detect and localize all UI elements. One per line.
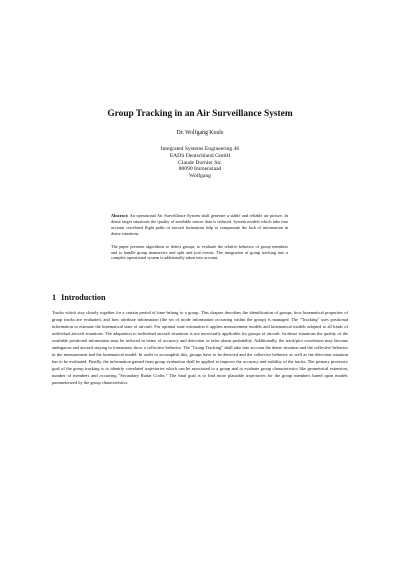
paper-title: Group Tracking in an Air Surveillance System (107, 109, 293, 119)
affiliation-line: Integrated Systems Engineering 46 (160, 146, 240, 152)
section-title: Introduction (61, 293, 106, 302)
section-body (52, 309, 348, 387)
affiliation-line: Wolfgang (189, 173, 211, 180)
author-name: Dr. Wolfgang Koule (176, 130, 224, 136)
abstract-paragraph (111, 213, 288, 237)
abstract-text: An operational Air Surveillance System shall generate a stable and reliable air picture. In dense target situations the quality of available sensor data is reduced. System models which take into account correlated flight paths of aircraft formations help to compensate the lack of information in dense situations. (111, 213, 288, 236)
abstract-paragraph: The paper presents algorithms to detect groups, to evaluate the relative behavior of group members and to handle group maneuvers and split and join events. The integration of group tracking into a complex operational system is additionally taken into account. (111, 243, 288, 261)
section-number: 1 (52, 293, 57, 302)
section-heading (52, 293, 106, 303)
affiliation-block (0, 146, 400, 180)
abstract (111, 213, 288, 268)
affiliation-line: EADS Deutschland GmbH (169, 152, 231, 159)
body-paragraph: Tracks which stay closely together for a certain period of time belong to a group. This chapter describes the identification of groups, how kinematical properties of group tracks are evaluated, and how attribute information (the set of mode information occurring within the group) is managed. The "Tracking" uses positional information to estimate the kinematical state of aircraft. For optimal state estimation it applies measurement models and kinematical models adapted to all kinds of individual aircraft situations. The adaptation to individual aircraft situations is not necessarily applicable for groups of aircraft. In dense situations the quality of the available positional information may be reduced in terms of accuracy and detection or false alarm probability. Additionally, the track/plot correlation may become ambiguous and aircraft staying in formations show a collective behavior. The "Group Tracking" shall take into account the dense situation and the collective behavior in the measurement and the kinematical model. In order to accomplish this, groups have to be detected and the collective behavior as well as the detection situation has to be evaluated. Finally, the information gained from group evaluation shall be applied to improve the accuracy and stability of the tracks. The primary provisory goal of the group tracking is to identify correlated trajectories which can be associated to a group and to evaluate group characteristics like geometrical extension, number of members and occurring "Secondary Radar Codes." The final goal is to find more plausible trajectories for the group members based upon models parameterized by the group characteristics. (52, 310, 348, 386)
affiliation-line: 88090 Immenstaad (178, 166, 222, 173)
abstract-label: Abstract: (111, 213, 129, 218)
affiliation-line: Claude Dornier Str. (178, 159, 222, 166)
